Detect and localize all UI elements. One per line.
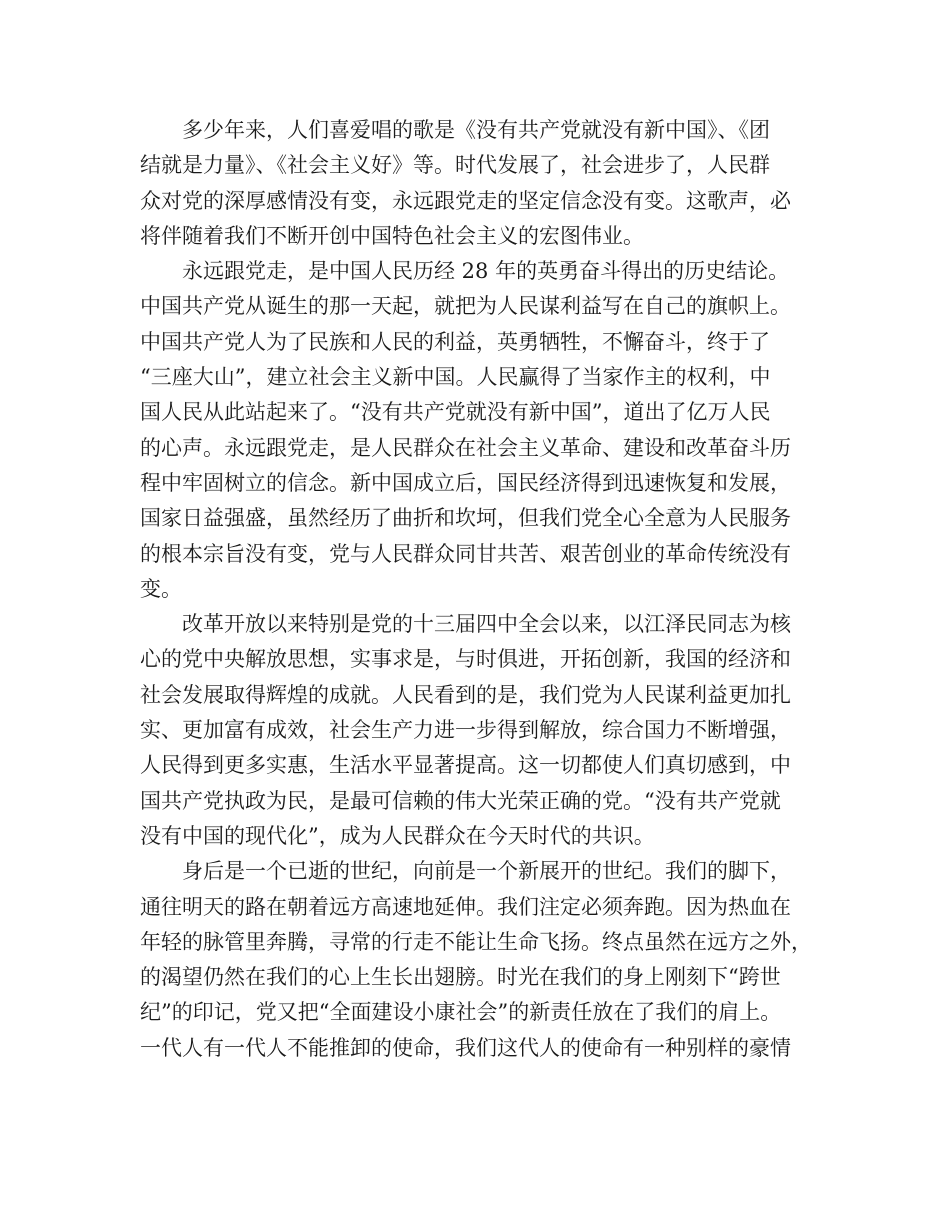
body-text	[140, 113, 820, 1066]
paragraph-4-line-5: 纪”的印记，党又把“全面建设小康社会”的新责任放在了我们的肩上。	[140, 1000, 782, 1025]
paragraph-1-line-1: 多少年来，人们喜爱唱的歌是《没有共产党就没有新中国》、《团	[182, 118, 770, 142]
paragraph-4-line-1: 身后是一个已逝的世纪，向前是一个新展开的世纪。我们的脚下，	[182, 859, 791, 884]
paragraph-2-line-9: 的根本宗旨没有变，党与人民群众同甘共苦、艰苦创业的革命传统没有	[140, 541, 791, 566]
paragraph-2-line-3: 中国共产党人为了民族和人民的利益，英勇牺牲，不懈奋斗，终于了	[140, 329, 770, 354]
paragraph-2-line-10: 变。	[140, 576, 182, 601]
paragraph-3-line-2: 心的党中央解放思想，实事求是，与时俱进，开拓创新，我国的经济和	[140, 647, 791, 672]
paragraph-1-line-2: 结就是力量》、《社会主义好》等。时代发展了，社会进步了，人民群	[140, 153, 770, 178]
paragraph-2-line-2: 中国共产党从诞生的那一天起，就把为人民谋利益写在自己的旗帜上。	[140, 294, 791, 319]
paragraph-4-line-3: 年轻的脉管里奔腾，寻常的行走不能让生命飞扬。终点虽然在远方之外，	[140, 929, 812, 954]
paragraph-1-line-4: 将伴随着我们不断开创中国特色社会主义的宏图伟业。	[140, 223, 644, 248]
paragraph-1-line-3: 众对党的深厚感情没有变，永远跟党走的坚定信念没有变。这歌声，必	[140, 188, 791, 213]
paragraph-4-line-4: 的渴望仍然在我们的心上生长出翅膀。时光在我们的身上刚刻下“跨世	[140, 965, 781, 990]
paragraph-4-line-6: 一代人有一代人不能推卸的使命，我们这代人的使命有一种别样的豪情	[140, 1035, 791, 1060]
paragraph-3-line-4: 实、更加富有成效，社会生产力进一步得到解放，综合国力不断增强，	[140, 718, 791, 743]
paragraph-3-line-7: 没有中国的现代化”，成为人民群众在今天时代的共识。	[140, 823, 655, 848]
paragraph-3-line-6: 国共产党执政为民，是最可信赖的伟大光荣正确的党。“没有共产党就	[140, 788, 781, 813]
paragraph-2-line-7: 程中牢固树立的信念。新中国成立后，国民经济得到迅速恢复和发展，	[140, 470, 791, 495]
paragraph-2-line-8: 国家日益强盛，虽然经历了曲折和坎坷，但我们党全心全意为人民服务	[140, 506, 791, 531]
paragraph-3-line-5: 人民得到更多实惠，生活水平显著提高。这一切都使人们真切感到，中	[140, 753, 791, 778]
paragraph-4-line-2: 通往明天的路在朝着远方高速地延伸。我们注定必须奔跑。因为热血在	[140, 894, 791, 919]
paragraph-2-line-5: 国人民从此站起来了。“没有共产党就没有新中国”，道出了亿万人民	[140, 400, 771, 425]
paragraph-3-line-3: 社会发展取得辉煌的成就。人民看到的是，我们党为人民谋利益更加扎	[140, 682, 791, 707]
paragraph-2-line-4: “三座大山”，建立社会主义新中国。人民赢得了当家作主的权利，中	[140, 365, 771, 390]
paragraph-2-line-1: 永远跟党走，是中国人民历经 28 年的英勇奋斗得出的历史结论。	[182, 259, 790, 284]
paragraph-2-line-6: 的心声。永远跟党走，是人民群众在社会主义革命、建设和改革奋斗历	[140, 435, 791, 460]
paragraph-3-line-1: 改革开放以来特别是党的十三届四中全会以来，以江泽民同志为核	[182, 612, 791, 637]
